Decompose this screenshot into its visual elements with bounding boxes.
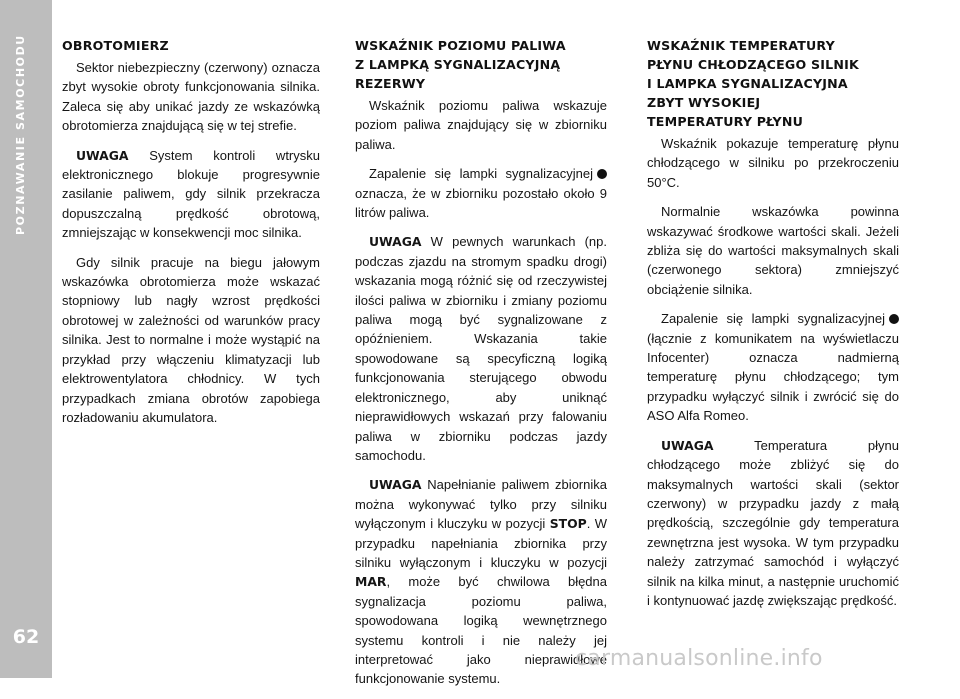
heading-coolant-temperature: WSKAŹNIK TEMPERATURY PŁYNU CHŁODZĄCEGO SILNIK I LAMPKA SYGNALIZACYJNA ZBYT WYSOKIEJ TEMPERATURY PŁYNU bbox=[647, 38, 859, 129]
paragraph: Normalnie wskazówka powinna wskazywać środkowe wartości skali. Jeżeli zbliża się do wartości maksymalnych skali (czerwonego sektora) zmniejszyć obciążenie silnika. bbox=[647, 204, 899, 297]
key-position-mar: MAR bbox=[355, 574, 387, 590]
key-position-stop: STOP bbox=[549, 516, 587, 532]
section-title: POZNAWANIE SAMOCHODU bbox=[14, 34, 27, 235]
warning-light-icon bbox=[597, 169, 607, 179]
note-paragraph: UWAGA Napełnianie paliwem zbiornika można wykonywać tylko przy silniku wyłączonym i kluczyku w pozycji STOP. W przypadku napełniania zbiornika przy silniku wyłączonym i kluczyku w pozycji MAR, może być chwilowa błędna sygnalizacja poziomu paliwa, spowodowana logiką wewnętrznego systemu kontroli i nie należy jej interpretować jako nieprawidłowe funkcjonowanie systemu. bbox=[355, 477, 607, 687]
paragraph: Wskaźnik pokazuje temperaturę płynu chłodzącego w silniku po przekroczeniu 50°C. bbox=[647, 136, 899, 190]
note-paragraph: UWAGA System kontroli wtrysku elektronicznego blokuje progresywnie zasilanie paliwem, gdy silnik przekracza dopuszczalną prędkość obrotową, zmniejszając w konsekwencji moc silnika. bbox=[62, 147, 320, 241]
note-paragraph: UWAGA Temperatura płynu chłodzącego może zbliżyć się do maksymalnych wartości skali (sektor czerwony) w przypadku jazdy z małą prędkością, szczególnie gdy temperatura zewnętrzna jest wysoka. W tym przypadku należy zatrzymać samochód i wyłączyć silnik na kilka minut, a następnie uruchomić i kontynuować jazdę zwiększając prędkość. bbox=[647, 437, 899, 608]
column-fuel-gauge bbox=[355, 36, 607, 699]
note-paragraph: UWAGA W pewnych warunkach (np. podczas zjazdu na stromym spadku drogi) wskazania mogą różnić się od rzeczywistej ilości paliwa w zbiorniku i zmiany poziomu paliwa mogą być sygnalizowane z opóźnieniem. Wskazania takie spowodowane są specyficzną logiką funkcjonowania sterującego obwodu elektronicznego, aby uniknąć nieprawidłowych wskazań przy falowaniu paliwa w zbiorniku podczas jazdy samochodu. bbox=[355, 234, 607, 463]
note-label: UWAGA bbox=[369, 234, 422, 250]
column-tachometer bbox=[62, 36, 320, 437]
paragraph: Gdy silnik pracuje na biegu jałowym wskazówka obrotomierza może wskazać stopniowy lub nagły wzrost prędkości obrotowej w zależności od warunków pracy silnika. Jest to normalne i może wystąpić na przykład przy włączeniu klimatyzacji lub elektrowentylatora chłodnicy. W tych przypadkach zmiana obrotów zapobiega rozładowaniu akumulatora. bbox=[62, 254, 320, 425]
paragraph: Wskaźnik poziomu paliwa wskazuje poziom paliwa znajdujący się w zbiorniku paliwa. bbox=[355, 98, 607, 152]
watermark: carmanualsonline.info bbox=[575, 646, 823, 671]
heading-tachometer: OBROTOMIERZ bbox=[62, 38, 169, 53]
column-coolant-temperature bbox=[647, 36, 899, 620]
warning-light-icon bbox=[889, 314, 899, 324]
note-label: UWAGA bbox=[661, 437, 714, 453]
note-label: UWAGA bbox=[369, 477, 422, 493]
heading-fuel-gauge: WSKAŹNIK POZIOMU PALIWA Z LAMPKĄ SYGNALIZACYJNĄ REZERWY bbox=[355, 38, 566, 91]
note-label: UWAGA bbox=[76, 147, 129, 163]
paragraph: Sektor niebezpieczny (czerwony) oznacza zbyt wysokie obroty funkcjonowania silnika. Zaleca się aby unikać jazdy ze wskazówką obrotomierza znajdującą się w tej strefie. bbox=[62, 60, 320, 134]
paragraph: Zapalenie się lampki sygnalizacyjnej (łącznie z komunikatem na wyświetlaczu Infocenter) oznacza nadmierną temperaturę płynu chłodzącego; tym przypadku wyłączyć silnik i zwrócić się do ASO Alfa Romeo. bbox=[647, 311, 899, 424]
sidebar bbox=[0, 0, 52, 678]
page-number: 62 bbox=[12, 626, 40, 648]
paragraph: Zapalenie się lampki sygnalizacyjnej oznacza, że w zbiorniku pozostało około 9 litrów paliwa. bbox=[355, 166, 607, 221]
